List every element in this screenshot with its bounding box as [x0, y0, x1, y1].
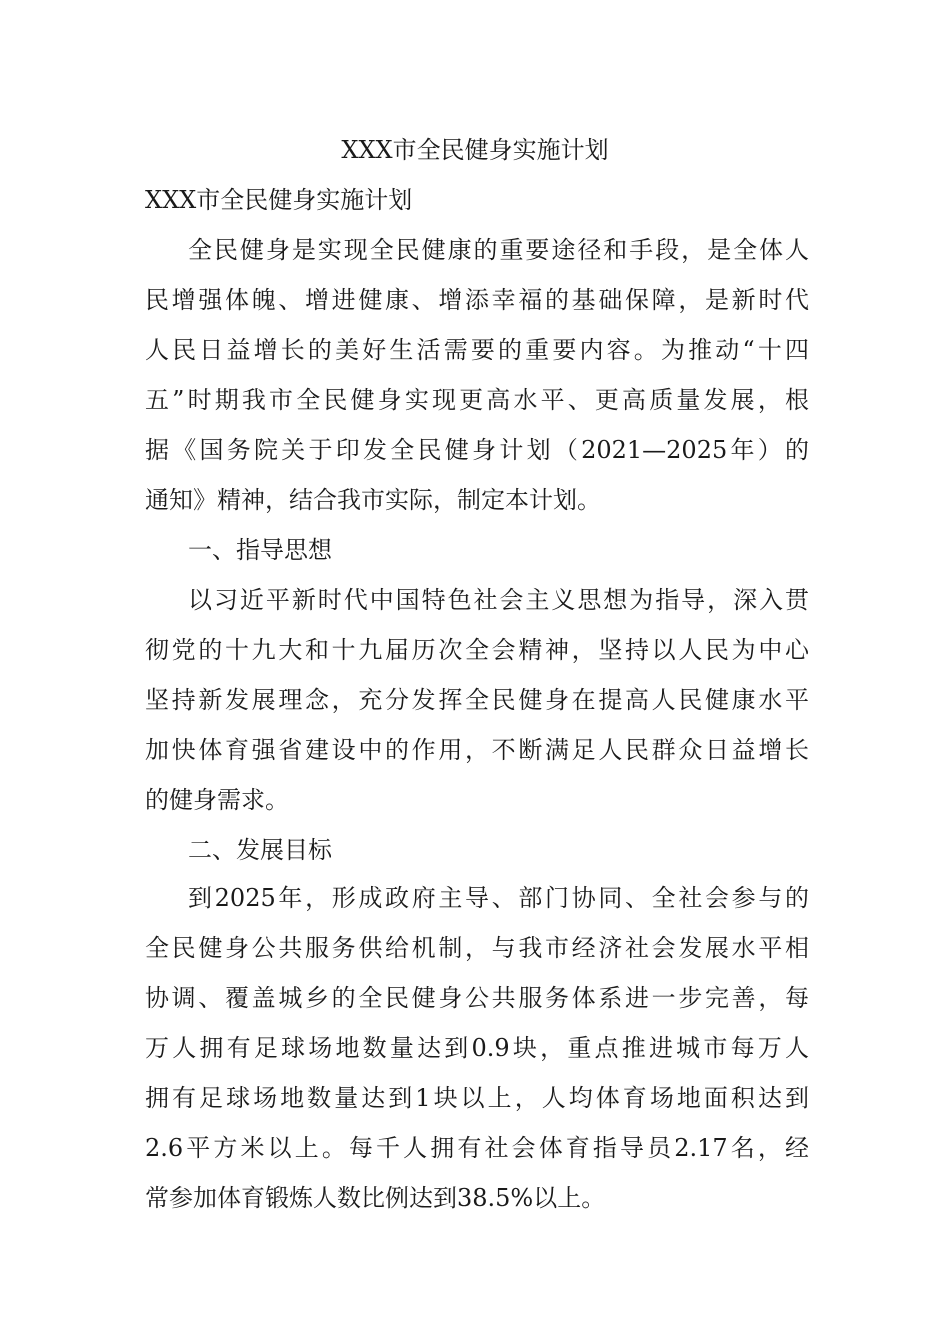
document-subtitle: XXX市全民健身实施计划	[145, 186, 413, 214]
section2-line: 拥有足球场地数量达到1块以上，人均体育场地面积达到	[145, 1084, 809, 1112]
section1-line: 彻党的十九大和十九届历次全会精神，坚持以人民为中心	[145, 636, 809, 664]
intro-line: 五”时期我市全民健身实现更高水平、更高质量发展，根	[145, 386, 809, 414]
intro-line: 人民日益增长的美好生活需要的重要内容。为推动“十四	[145, 336, 809, 364]
intro-line: 通知》精神，结合我市实际，制定本计划。	[145, 486, 601, 514]
section2-line: 到2025年，形成政府主导、部门协同、全社会参与的	[188, 884, 809, 912]
section2-line: 万人拥有足球场地数量达到0.9块，重点推进城市每万人	[145, 1034, 809, 1062]
section2-line: 协调、覆盖城乡的全民健身公共服务体系进一步完善，每	[145, 984, 809, 1012]
intro-line: 据《国务院关于印发全民健身计划（2021—2025年）的	[145, 436, 809, 464]
section1-line: 加快体育强省建设中的作用，不断满足人民群众日益增长	[145, 736, 809, 764]
intro-line: 全民健身是实现全民健康的重要途径和手段，是全体人	[188, 236, 809, 264]
document-title: XXX市全民健身实施计划	[341, 136, 609, 164]
section1-line: 的健身需求。	[145, 786, 289, 814]
section2-line: 全民健身公共服务供给机制，与我市经济社会发展水平相	[145, 934, 809, 962]
intro-line: 民增强体魄、增进健康、增添幸福的基础保障，是新时代	[145, 286, 809, 314]
section1-line: 以习近平新时代中国特色社会主义思想为指导，深入贯	[188, 586, 809, 614]
section-heading-development-goals: 二、发展目标	[188, 836, 332, 864]
section2-line: 常参加体育锻炼人数比例达到38.5%以上。	[145, 1184, 606, 1212]
section1-line: 坚持新发展理念，充分发挥全民健身在提高人民健康水平	[145, 686, 809, 714]
section2-line: 2.6平方米以上。每千人拥有社会体育指导员2.17名，经	[145, 1134, 809, 1162]
section-heading-guiding-ideology: 一、指导思想	[188, 536, 332, 564]
